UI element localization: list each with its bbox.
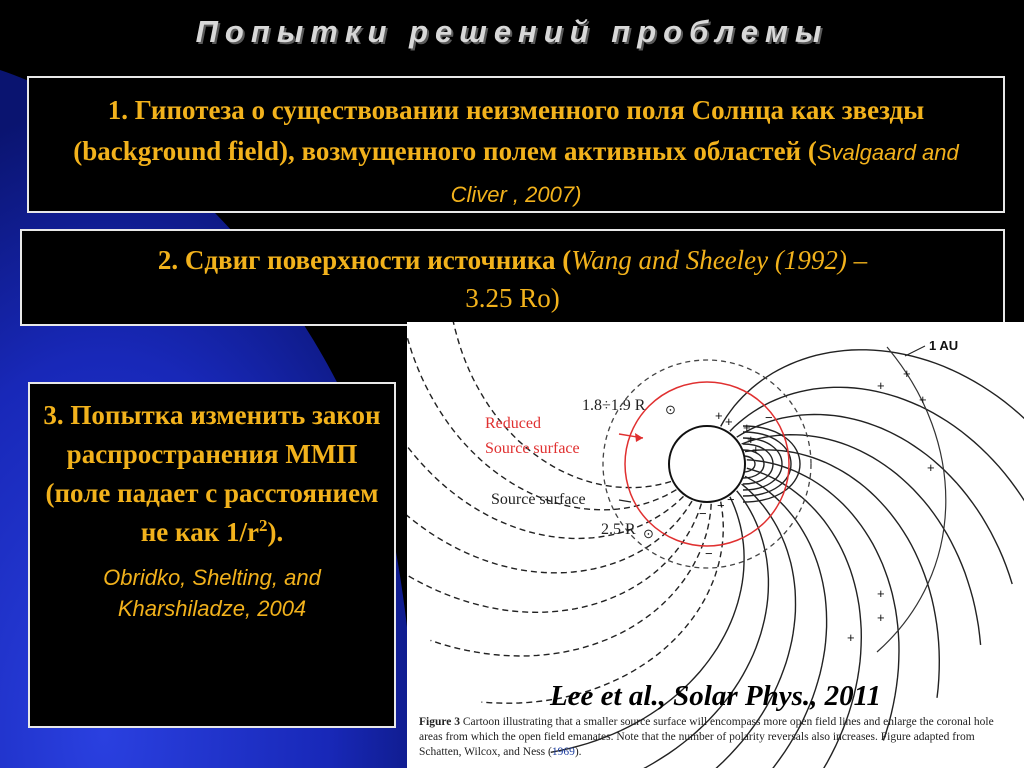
inner-radius-sun-symbol: ⊙: [665, 402, 676, 417]
reduced-label-line2: Source surface: [485, 440, 580, 457]
hypothesis-2-value: 3.25 Ro): [465, 283, 560, 313]
plus-polarity-mark: +: [903, 366, 911, 381]
field-lines-figure: [407, 322, 1024, 768]
outer-radius-sun-symbol: ⊙: [643, 526, 654, 541]
minus-polarity-mark: −: [727, 492, 735, 507]
plus-polarity-mark: +: [715, 408, 723, 423]
plus-polarity-mark: +: [847, 630, 855, 645]
caption-year-link[interactable]: 1969: [551, 746, 575, 758]
slide-title: Попытки решений проблемы: [195, 14, 829, 49]
field-line: [431, 504, 712, 656]
minus-polarity-mark: −: [699, 506, 707, 521]
plus-polarity-mark: +: [743, 420, 751, 435]
hypothesis-2-reference: Wang and Sheeley (1992) –: [571, 245, 868, 275]
plus-polarity-mark: +: [725, 414, 733, 429]
plus-polarity-mark: +: [752, 442, 760, 457]
figure-citation: Lee et al., Solar Phys., 2011: [549, 680, 882, 712]
caption-text: Cartoon illustrating that a smaller source surface will encompass more open field lines and enlarge the coronal hole areas from which the open field emanates. Note that the number of polarity reversals also increases. Figure adapted from Schatten, Wilcox, and Ness (: [419, 716, 994, 758]
one-au-label: 1 AU: [929, 338, 959, 353]
plus-polarity-mark: +: [877, 610, 885, 625]
hypothesis-1-text: 1. Гипотеза о существовании неизменного поля Солнца как звезды (background field), возмущенного полем активных областей (: [73, 95, 925, 166]
hypothesis-3-text: 3. Попытка изменить закон распространения ММП (поле падает с расстоянием не как 1/r: [43, 400, 381, 547]
field-line: [407, 504, 701, 613]
plus-polarity-mark: +: [747, 432, 755, 447]
minus-polarity-mark: −: [717, 498, 725, 513]
minus-polarity-mark: −: [765, 410, 773, 425]
caption-label: Figure 3: [419, 716, 460, 728]
source-surface-label: Source surface: [491, 491, 586, 508]
hypothesis-3-reference: Obridko, Shelting, and Kharshiladze, 2004: [103, 565, 321, 621]
reduced-arrowhead: [635, 433, 643, 442]
field-line: [407, 410, 684, 538]
hypothesis-box-2: [20, 229, 1005, 326]
plus-polarity-mark: +: [919, 392, 927, 407]
plus-polarity-mark: +: [927, 460, 935, 475]
one-au-pointer: [905, 346, 925, 356]
one-au-arc: [877, 347, 946, 652]
outer-radius-label: 2.5 R: [601, 521, 636, 538]
inner-radius-label: 1.8÷1.9 R: [582, 397, 646, 414]
hypothesis-3-text-end: ).: [267, 517, 284, 547]
hypothesis-box-3: [28, 382, 396, 728]
reduced-label-line1: Reduced: [485, 415, 541, 432]
plus-polarity-mark: +: [877, 378, 885, 393]
hypothesis-2-text: 2. Сдвиг поверхности источника (: [157, 245, 572, 275]
plus-polarity-mark: +: [877, 586, 885, 601]
hypothesis-3-superscript: 2: [258, 516, 268, 535]
hypothesis-box-1: [27, 76, 1005, 213]
source-surface-arrow: [619, 500, 631, 502]
figure-caption: [419, 715, 1019, 760]
sun-circle: [669, 426, 745, 502]
minus-polarity-mark: −: [705, 546, 713, 561]
polarity-marks-group: [699, 366, 935, 645]
hypothesis-1-reference: Svalgaard and Cliver , 2007): [450, 140, 959, 207]
caption-end: ).: [574, 746, 582, 758]
